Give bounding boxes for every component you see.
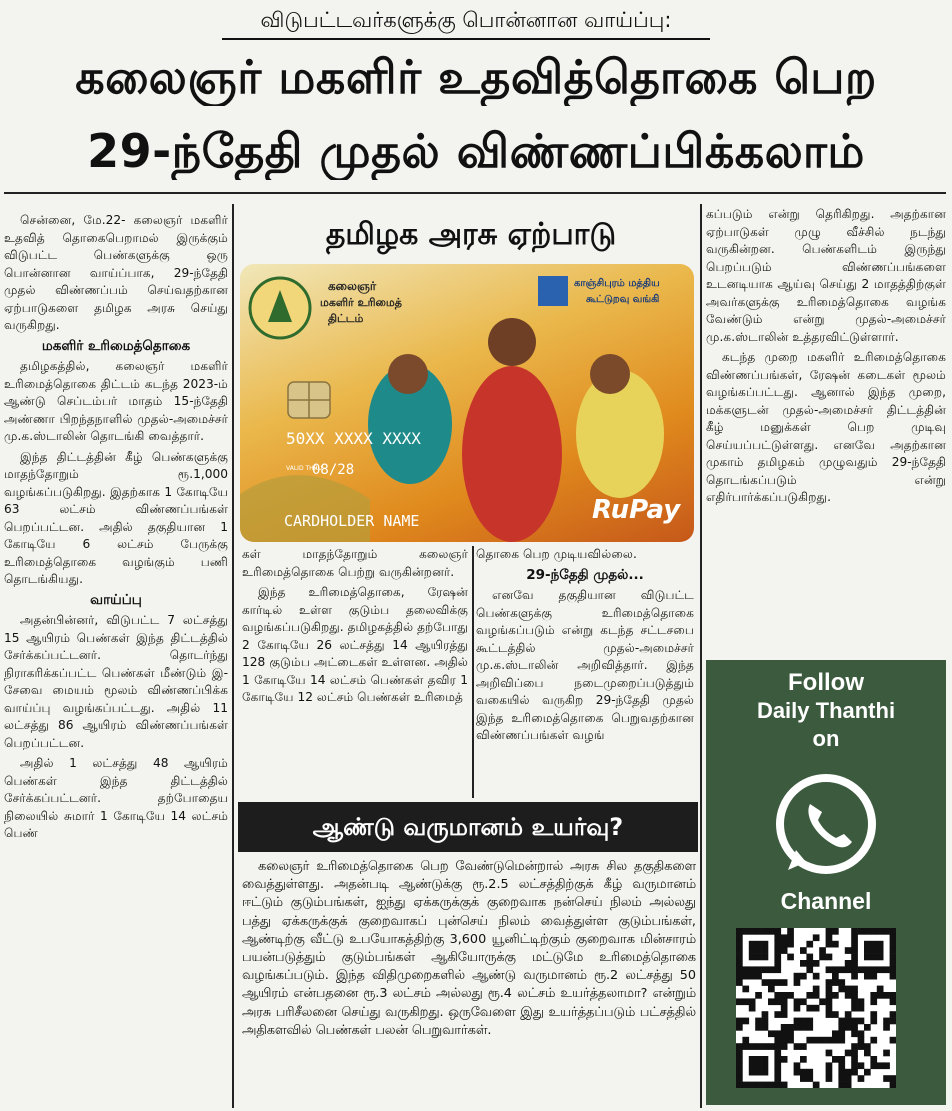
paragraph: இந்த திட்டத்தின் கீழ் பெண்களுக்கு மாதந்தோறும் ரூ.1,000 வழங்கப்படுகிறது. இதற்காக 1 கோடியே 63 லட்சம் விண்ணப்பங்கள் பெறப்பட்டன. அதில் தகுதியான 1 கோடியே 6 லட்சம் பேருக்கு உரிமைத்தொகை வழங்கும் பணி தொடங்கியது. bbox=[4, 449, 228, 586]
valid-thru-label: VALID THRU bbox=[286, 465, 323, 472]
subheading: வாய்ப்பு bbox=[90, 591, 142, 608]
article-column-3 bbox=[476, 546, 694, 798]
paragraph: எனவே தகுதியான விடுபட்ட பெண்களுக்கு உரிமைத்தொகை வழங்கப்படும் என்று கடந்த சட்டசபை கூட்டத்தில் முதல்-அமைச்சர் மு.க.ஸ்டாலின் அறிவித்தார். இந்த அறிவிப்பை நடைமுறைப்படுத்தும் வகையில் வருகிற 29-ந்தேதி முதல் இந்த உரிமைத்தொகை பெறுவதற்கான விண்ணப்பங்கள் வழங் bbox=[476, 588, 694, 742]
column-rule bbox=[472, 546, 474, 798]
paragraph: கடந்த முறை மகளிர் உரிமைத்தொகை விண்ணப்பங்கள், ரேஷன் கடைகள் மூலம் வழங்கப்பட்டது. ஆனால் இந்த முறை, மக்களுடன் முதல்-அமைச்சர் திட்டத்தின் கீழ் மனுக்கள் பெற முடிவு செய்யப்பட்டுள்ளது. எனவே அதற்கான முகாம் தமிழகம் முழுவதும் 29-ந்தேதி தொடங்கப்படும் என்று எதிர்பார்க்கப்படுகிறது. bbox=[706, 350, 946, 504]
boxed-section-heading: ஆண்டு வருமானம் உயர்வு? bbox=[238, 802, 698, 852]
paragraph: இந்த உரிமைத்தொகை, ரேஷன் கார்டில் உள்ள குடும்ப தலைவிக்கு வழங்கப்படுகிறது. தமிழகத்தில் தற்போது 2 கோடியே 26 லட்சத்து 14 ஆயிரத்து 128 குடும்ப அட்டைகள் உள்ளன. அதில் 1 கோடியே 14 லட்சம் பெண்கள் தவிர 1 கோடியே 12 லட்சம் பெண்கள் உரிமைத் bbox=[242, 585, 468, 704]
woman-figure-center bbox=[462, 366, 562, 542]
subheading: மகளிர் உரிமைத்தொகை bbox=[41, 337, 191, 354]
card-artwork bbox=[240, 264, 694, 542]
qr-code[interactable] bbox=[736, 928, 896, 1088]
paragraph: அதில் 1 லட்சத்து 48 ஆயிரம் பெண்கள் இந்த திட்டத்தில் சேர்க்கப்பட்டனர். தற்போதைய நிலையில் சுமார் 1 கோடியே 14 லட்சம் பெண் bbox=[4, 756, 228, 840]
promo-line-3: on bbox=[812, 726, 840, 751]
scheme-name-2: மகளிர் உரிமைத் bbox=[320, 296, 402, 309]
follow-promo[interactable] bbox=[706, 660, 946, 1105]
column-rule bbox=[232, 204, 234, 1108]
rupay-logo: RuPay bbox=[592, 495, 681, 525]
paragraph: சென்னை, மே.22- கலைஞர் மகளிர் உதவித் தொகைபெறாமல் இருக்கும் விடுபட்ட பெண்களுக்கு ஒரு பொன்னான வாய்ப்பாக, 29-ந்தேதி முதல் விண்ணப்பம் செய்வதற்கான ஏற்பாடுகளை தமிழக அரசு செய்து வருகிறது. bbox=[4, 213, 228, 332]
card-number: 50XX XXXX XXXX bbox=[286, 429, 421, 448]
paragraph: தொகை பெற முடியவில்லை. bbox=[476, 547, 637, 561]
article-column-2 bbox=[242, 546, 468, 798]
paragraph: அதன்பின்னர், விடுபட்ட 7 லட்சத்து 15 ஆயிரம் பெண்கள் இந்த திட்டத்தில் சேர்க்கப்பட்டனர். தொடர்ந்து நிராகரிக்கப்பட்ட பெண்கள் மீண்டும் இ-சேவை மையம் மூலம் விண்ணப்பிக்க வாய்ப்பு வழங்கப்பட்டது. அதில் 11 லட்சத்து 86 ஆயிரம் விண்ணப்பங்கள் பெறப்பட்டன. bbox=[4, 613, 228, 750]
headline-line-2: 29-ந்தேதி முதல் விண்ணப்பிக்கலாம் bbox=[87, 124, 865, 178]
scheme-name-1: கலைஞர் bbox=[328, 279, 377, 293]
boxed-section-text bbox=[242, 858, 696, 1108]
promo-line-1: Follow bbox=[788, 669, 864, 696]
promo-line-2: Daily Thanthi bbox=[756, 698, 896, 723]
paragraph: கப்படும் என்று தெரிகிறது. அதற்கான ஏற்பாடுகள் முழு வீச்சில் நடந்து வருகின்றன. பெண்களிடம் இருந்து பெறப்படும் விண்ணப்பங்களை உடனடியாக ஆய்வு செய்து 2 மாதத்திற்குள் அவர்களுக்கு உரிமைத்தொகை வழங்க வேண்டும் என்று முதல்-அமைச்சர் மு.க.ஸ்டாலின் உத்தரவிட்டுள்ளார். bbox=[706, 207, 946, 344]
section-banner: தமிழக அரசு ஏற்பாடு bbox=[325, 217, 617, 252]
paragraph: கள் மாதந்தோறும் கலைஞர் உரிமைத்தொகை பெற்று வருகின்றனர். bbox=[242, 547, 468, 579]
bank-name-2: கூட்டுறவு வங்கி bbox=[586, 294, 660, 305]
whatsapp-icon bbox=[766, 766, 886, 886]
paragraph: கலைஞர் உரிமைத்தொகை பெற வேண்டுமென்றால் அரசு சில தகுதிகளை வைத்துள்ளது. அதன்படி ஆண்டுக்கு ரூ.2.5 லட்சத்திற்குக் கீழ் வருமானம் ஈட்டும் குடும்பங்கள், ஐந்து ஏக்கருக்குக் குறைவாக நன்செய் நிலம் அல்லது பத்து ஏக்கருக்குக் குறைவாகப் புன்செய் நிலம் வைத்துள்ள குடும்பங்கள், ஆண்டிற்கு வீட்டு உபயோகத்திற்கு 3,600 யூனிட்டிற்கும் குறைவாக மின்சாரம் பயன்படுத்தும் குடும்பங்கள் ஆகியோருக்கு மட்டுமே உரிமைத்தொகை வழங்கப்படும். இந்த விதிமுறைகளில் ஆண்டு வருமானம் ரூ.2 லட்சத்து 50 ஆயிரம் என்பதனை ரூ.3 லட்சம் அல்லது ரூ.4 லட்சம் உயர்த்தலாமா? என்றும் அரசு பரிசீலனை செய்து வருகிறது. ஒருவேளை இது உயர்த்தப்படும் பட்சத்தில் அதிகளவில் பெண்கள் பலன் பெறுவார்கள். bbox=[242, 859, 696, 1038]
kicker: விடுபட்டவர்களுக்கு பொன்னான வாய்ப்பு: bbox=[222, 4, 710, 40]
cardholder-name: CARDHOLDER NAME bbox=[284, 512, 420, 530]
bank-logo-icon bbox=[538, 276, 568, 306]
qr-code-pattern bbox=[736, 928, 896, 1088]
card-expiry: 08/28 bbox=[312, 462, 355, 478]
paragraph: தமிழகத்தில், கலைஞர் மகளிர் உரிமைத்தொகை திட்டம் கடந்த 2023-ம் ஆண்டு செப்டம்பர் மாதம் 15-ந்தேதி அண்ணா பிறந்தநாளில் முதல்-அமைச்சர் மு.க.ஸ்டாலின் தொடங்கி வைத்தார். bbox=[4, 359, 228, 443]
promo-channel: Channel bbox=[780, 888, 872, 914]
rupay-card-image bbox=[240, 264, 694, 542]
column-rule bbox=[700, 204, 702, 1108]
subheading: 29-ந்தேதி முதல்... bbox=[526, 566, 644, 583]
headline-rule bbox=[4, 192, 946, 194]
bank-name-1: காஞ்சிபுரம் மத்திய bbox=[574, 278, 660, 289]
headline-line-1: கலைஞர் மகளிர் உதவித்தொகை பெற bbox=[75, 50, 877, 104]
scheme-name-3: திட்டம் bbox=[328, 312, 364, 325]
article-column-1 bbox=[4, 212, 228, 1108]
article-column-4 bbox=[706, 206, 946, 652]
